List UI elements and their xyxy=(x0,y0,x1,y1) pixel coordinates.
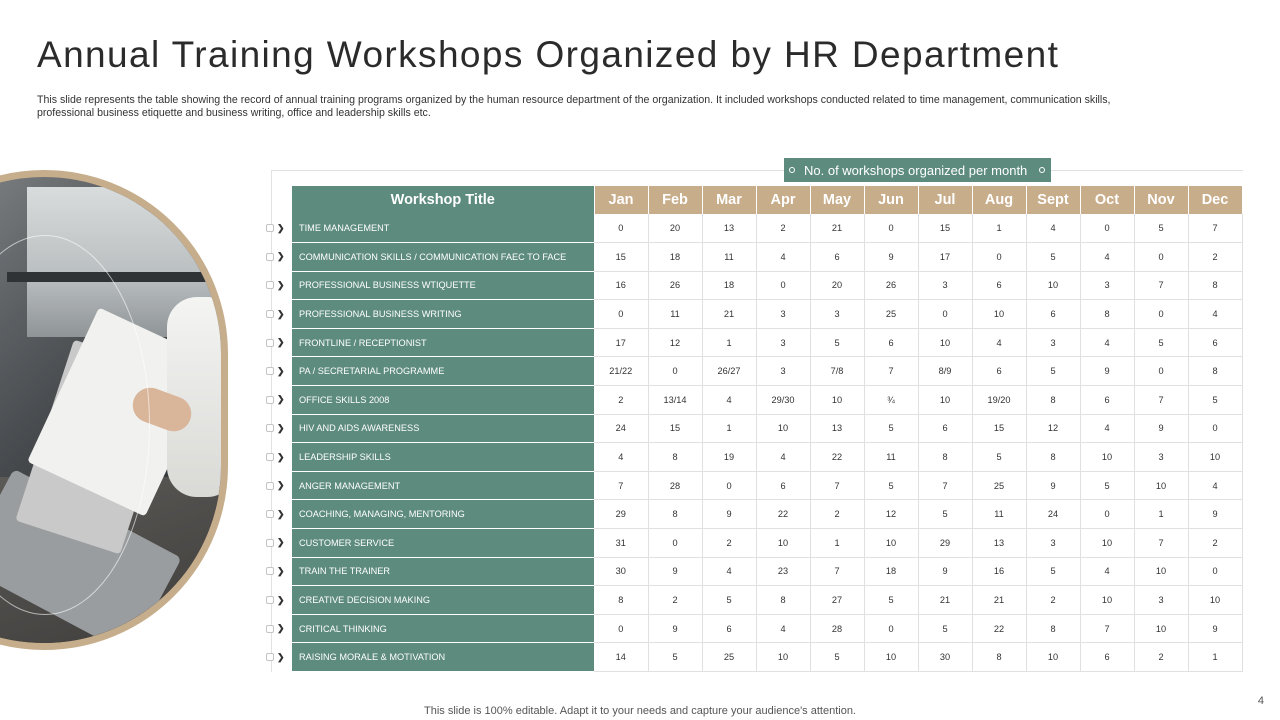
chevron-right-icon: ❯ xyxy=(277,365,285,376)
value-cell: 11 xyxy=(648,300,702,329)
value-cell: 3 xyxy=(810,300,864,329)
slide-subtitle: This slide represents the table showing the record of annual training programs organized by the human resource department of the organization. It included workshops conducted related to time management, communication skills, professional business etiquette and business writing, office and leadership skills etc. xyxy=(37,94,1111,119)
value-cell: 10 xyxy=(1026,643,1080,672)
value-cell: ¾ xyxy=(864,386,918,415)
month-header: Dec xyxy=(1188,186,1242,214)
value-cell: 8 xyxy=(918,443,972,472)
value-cell: 6 xyxy=(864,328,918,357)
value-cell: 1 xyxy=(1188,643,1242,672)
value-cell: 5 xyxy=(918,500,972,529)
value-cell: 4 xyxy=(1080,414,1134,443)
value-cell: 12 xyxy=(864,500,918,529)
value-cell: 6 xyxy=(702,614,756,643)
value-cell: 20 xyxy=(648,214,702,243)
value-cell: 21 xyxy=(972,586,1026,615)
value-cell: 1 xyxy=(702,328,756,357)
value-cell: 7 xyxy=(1134,271,1188,300)
value-cell: 30 xyxy=(918,643,972,672)
row-marker xyxy=(266,500,292,529)
chevron-right-icon: ❯ xyxy=(277,222,285,233)
value-cell: 27 xyxy=(810,586,864,615)
value-cell: 0 xyxy=(648,529,702,558)
table-row xyxy=(292,443,1242,472)
checkbox-square-icon xyxy=(266,625,274,633)
value-cell: 8 xyxy=(1188,357,1242,386)
value-cell: 25 xyxy=(702,643,756,672)
value-cell: 15 xyxy=(594,243,648,272)
value-cell: 10 xyxy=(756,414,810,443)
value-cell: 9 xyxy=(1188,500,1242,529)
month-header: Nov xyxy=(1134,186,1188,214)
row-marker xyxy=(266,386,292,415)
value-cell: 7 xyxy=(810,471,864,500)
workshop-name-cell: PROFESSIONAL BUSINESS WTIQUETTE xyxy=(292,271,594,300)
value-cell: 10 xyxy=(864,643,918,672)
value-cell: 0 xyxy=(1080,500,1134,529)
value-cell: 5 xyxy=(918,614,972,643)
value-cell: 29 xyxy=(918,529,972,558)
value-cell: 1 xyxy=(1134,500,1188,529)
value-cell: 5 xyxy=(810,328,864,357)
chevron-right-icon: ❯ xyxy=(277,508,285,519)
value-cell: 2 xyxy=(702,529,756,558)
value-cell: 5 xyxy=(864,586,918,615)
value-cell: 20 xyxy=(810,271,864,300)
value-cell: 7 xyxy=(1134,529,1188,558)
value-cell: 2 xyxy=(1026,586,1080,615)
checkbox-square-icon xyxy=(266,510,274,518)
checkbox-square-icon xyxy=(266,396,274,404)
checkbox-square-icon xyxy=(266,367,274,375)
row-markers xyxy=(266,214,292,672)
value-cell: 11 xyxy=(702,243,756,272)
value-cell: 3 xyxy=(756,357,810,386)
value-cell: 3 xyxy=(1026,328,1080,357)
table-row xyxy=(292,357,1242,386)
month-header: Oct xyxy=(1080,186,1134,214)
chevron-right-icon: ❯ xyxy=(277,394,285,405)
value-cell: 10 xyxy=(972,300,1026,329)
value-cell: 24 xyxy=(1026,500,1080,529)
value-cell: 22 xyxy=(756,500,810,529)
value-cell: 1 xyxy=(702,414,756,443)
month-header: Sept xyxy=(1026,186,1080,214)
value-cell: 7 xyxy=(1134,386,1188,415)
value-cell: 9 xyxy=(864,243,918,272)
month-header: Aug xyxy=(972,186,1026,214)
month-header: May xyxy=(810,186,864,214)
value-cell: 0 xyxy=(1080,214,1134,243)
value-cell: 5 xyxy=(864,471,918,500)
legend-label: No. of workshops organized per month xyxy=(804,162,1028,178)
value-cell: 6 xyxy=(756,471,810,500)
value-cell: 7 xyxy=(1188,214,1242,243)
workshop-name-cell: COMMUNICATION SKILLS / COMMUNICATION FAEC TO FACE xyxy=(292,243,594,272)
value-cell: 5 xyxy=(1026,243,1080,272)
value-cell: 29/30 xyxy=(756,386,810,415)
value-cell: 21 xyxy=(702,300,756,329)
workshop-name-cell: COACHING, MANAGING, MENTORING xyxy=(292,500,594,529)
value-cell: 4 xyxy=(1188,471,1242,500)
value-cell: 8/9 xyxy=(918,357,972,386)
value-cell: 8 xyxy=(1080,300,1134,329)
row-marker xyxy=(266,300,292,329)
value-cell: 18 xyxy=(702,271,756,300)
value-cell: 4 xyxy=(1188,300,1242,329)
checkbox-square-icon xyxy=(266,539,274,547)
row-marker xyxy=(266,357,292,386)
workshop-name-cell: TIME MANAGEMENT xyxy=(292,214,594,243)
row-marker xyxy=(266,643,292,672)
value-cell: 12 xyxy=(1026,414,1080,443)
value-cell: 28 xyxy=(810,614,864,643)
value-cell: 25 xyxy=(864,300,918,329)
value-cell: 0 xyxy=(594,214,648,243)
value-cell: 9 xyxy=(1134,414,1188,443)
footer-note: This slide is 100% editable. Adapt it to your needs and capture your audience's attention. xyxy=(424,705,856,717)
value-cell: 11 xyxy=(864,443,918,472)
value-cell: 8 xyxy=(1026,386,1080,415)
value-cell: 7 xyxy=(594,471,648,500)
value-cell: 10 xyxy=(1188,443,1242,472)
checkbox-square-icon xyxy=(266,653,274,661)
month-header: Jan xyxy=(594,186,648,214)
value-cell: 6 xyxy=(1080,386,1134,415)
value-cell: 0 xyxy=(1188,557,1242,586)
chevron-right-icon: ❯ xyxy=(277,337,285,348)
value-cell: 6 xyxy=(1080,643,1134,672)
value-cell: 9 xyxy=(1080,357,1134,386)
table-row xyxy=(292,271,1242,300)
value-cell: 2 xyxy=(648,586,702,615)
table-row xyxy=(292,529,1242,558)
value-cell: 0 xyxy=(864,614,918,643)
value-cell: 22 xyxy=(972,614,1026,643)
checkbox-square-icon xyxy=(266,596,274,604)
table-row xyxy=(292,586,1242,615)
value-cell: 7 xyxy=(1080,614,1134,643)
value-cell: 10 xyxy=(1188,586,1242,615)
value-cell: 10 xyxy=(810,386,864,415)
chevron-right-icon: ❯ xyxy=(277,251,285,262)
value-cell: 9 xyxy=(1188,614,1242,643)
value-cell: 0 xyxy=(918,300,972,329)
value-cell: 10 xyxy=(1134,557,1188,586)
value-cell: 5 xyxy=(1188,386,1242,415)
value-cell: 8 xyxy=(594,586,648,615)
checkbox-square-icon xyxy=(266,482,274,490)
checkbox-square-icon xyxy=(266,224,274,232)
table-row xyxy=(292,614,1242,643)
value-cell: 4 xyxy=(972,328,1026,357)
workshop-name-cell: FRONTLINE / RECEPTIONIST xyxy=(292,328,594,357)
checkbox-square-icon xyxy=(266,281,274,289)
value-cell: 3 xyxy=(756,328,810,357)
value-cell: 4 xyxy=(594,443,648,472)
value-cell: 6 xyxy=(1026,300,1080,329)
workshop-name-cell: ANGER MANAGEMENT xyxy=(292,471,594,500)
value-cell: 16 xyxy=(594,271,648,300)
value-cell: 21 xyxy=(918,586,972,615)
value-cell: 5 xyxy=(810,643,864,672)
value-cell: 3 xyxy=(1134,586,1188,615)
workshop-name-cell: OFFICE SKILLS 2008 xyxy=(292,386,594,415)
value-cell: 9 xyxy=(1026,471,1080,500)
value-cell: 10 xyxy=(756,529,810,558)
workshop-name-cell: HIV AND AIDS AWARENESS xyxy=(292,414,594,443)
row-marker xyxy=(266,443,292,472)
value-cell: 3 xyxy=(918,271,972,300)
value-cell: 2 xyxy=(1134,643,1188,672)
value-cell: 6 xyxy=(918,414,972,443)
value-cell: 15 xyxy=(648,414,702,443)
value-cell: 0 xyxy=(594,614,648,643)
value-cell: 12 xyxy=(648,328,702,357)
value-cell: 26 xyxy=(864,271,918,300)
value-cell: 16 xyxy=(972,557,1026,586)
checkbox-square-icon xyxy=(266,310,274,318)
table-row xyxy=(292,386,1242,415)
value-cell: 0 xyxy=(864,214,918,243)
value-cell: 10 xyxy=(1080,443,1134,472)
workshop-name-cell: PROFESSIONAL BUSINESS WRITING xyxy=(292,300,594,329)
value-cell: 6 xyxy=(1188,328,1242,357)
value-cell: 10 xyxy=(1134,471,1188,500)
value-cell: 0 xyxy=(756,271,810,300)
value-cell: 17 xyxy=(594,328,648,357)
value-cell: 10 xyxy=(756,643,810,672)
value-cell: 4 xyxy=(1080,557,1134,586)
workshop-name-cell: CREATIVE DECISION MAKING xyxy=(292,586,594,615)
workshop-name-cell: RAISING MORALE & MOTIVATION xyxy=(292,643,594,672)
value-cell: 11 xyxy=(972,500,1026,529)
table-row xyxy=(292,328,1242,357)
value-cell: 7 xyxy=(918,471,972,500)
chevron-right-icon: ❯ xyxy=(277,422,285,433)
value-cell: 4 xyxy=(756,243,810,272)
value-cell: 6 xyxy=(972,357,1026,386)
value-cell: 15 xyxy=(918,214,972,243)
value-cell: 9 xyxy=(918,557,972,586)
value-cell: 7 xyxy=(864,357,918,386)
checkbox-square-icon xyxy=(266,567,274,575)
value-cell: 5 xyxy=(972,443,1026,472)
value-cell: 17 xyxy=(918,243,972,272)
chevron-right-icon: ❯ xyxy=(277,451,285,462)
value-cell: 2 xyxy=(1188,529,1242,558)
value-cell: 0 xyxy=(1188,414,1242,443)
value-cell: 2 xyxy=(594,386,648,415)
value-cell: 13 xyxy=(702,214,756,243)
value-cell: 19/20 xyxy=(972,386,1026,415)
value-cell: 4 xyxy=(756,614,810,643)
value-cell: 6 xyxy=(810,243,864,272)
value-cell: 8 xyxy=(1026,443,1080,472)
chevron-right-icon: ❯ xyxy=(277,651,285,662)
value-cell: 13/14 xyxy=(648,386,702,415)
table-row xyxy=(292,500,1242,529)
row-marker xyxy=(266,271,292,300)
row-marker xyxy=(266,614,292,643)
value-cell: 4 xyxy=(1080,328,1134,357)
value-cell: 9 xyxy=(648,614,702,643)
table-row xyxy=(292,414,1242,443)
value-cell: 26 xyxy=(648,271,702,300)
row-marker xyxy=(266,586,292,615)
value-cell: 3 xyxy=(1026,529,1080,558)
chevron-right-icon: ❯ xyxy=(277,480,285,491)
table-row xyxy=(292,300,1242,329)
value-cell: 0 xyxy=(1134,300,1188,329)
value-cell: 0 xyxy=(1134,243,1188,272)
value-cell: 5 xyxy=(1134,328,1188,357)
value-cell: 8 xyxy=(1188,271,1242,300)
value-cell: 2 xyxy=(1188,243,1242,272)
value-cell: 21/22 xyxy=(594,357,648,386)
value-cell: 21 xyxy=(810,214,864,243)
workshops-table xyxy=(292,186,1243,672)
value-cell: 3 xyxy=(756,300,810,329)
value-cell: 0 xyxy=(702,471,756,500)
value-cell: 23 xyxy=(756,557,810,586)
value-cell: 8 xyxy=(648,443,702,472)
table-row xyxy=(292,471,1242,500)
checkbox-square-icon xyxy=(266,453,274,461)
value-cell: 9 xyxy=(648,557,702,586)
value-cell: 10 xyxy=(918,328,972,357)
table-row xyxy=(292,557,1242,586)
page-number: 4 xyxy=(1257,695,1264,707)
value-cell: 2 xyxy=(756,214,810,243)
table-row xyxy=(292,214,1242,243)
row-marker xyxy=(266,557,292,586)
value-cell: 2 xyxy=(810,500,864,529)
value-cell: 5 xyxy=(648,643,702,672)
value-cell: 10 xyxy=(1080,586,1134,615)
table-header-row xyxy=(292,186,1242,214)
month-header: Apr xyxy=(756,186,810,214)
table-row xyxy=(292,243,1242,272)
row-marker xyxy=(266,328,292,357)
value-cell: 7 xyxy=(810,557,864,586)
value-cell: 5 xyxy=(1026,557,1080,586)
value-cell: 0 xyxy=(594,300,648,329)
value-cell: 0 xyxy=(648,357,702,386)
value-cell: 4 xyxy=(702,386,756,415)
value-cell: 14 xyxy=(594,643,648,672)
checkbox-square-icon xyxy=(266,253,274,261)
value-cell: 6 xyxy=(972,271,1026,300)
value-cell: 10 xyxy=(864,529,918,558)
value-cell: 18 xyxy=(648,243,702,272)
value-cell: 18 xyxy=(864,557,918,586)
value-cell: 10 xyxy=(918,386,972,415)
value-cell: 25 xyxy=(972,471,1026,500)
value-cell: 5 xyxy=(1134,214,1188,243)
value-cell: 13 xyxy=(972,529,1026,558)
workshop-name-cell: CRITICAL THINKING xyxy=(292,614,594,643)
value-cell: 7/8 xyxy=(810,357,864,386)
value-cell: 10 xyxy=(1026,271,1080,300)
workshop-name-cell: LEADERSHIP SKILLS xyxy=(292,443,594,472)
chevron-right-icon: ❯ xyxy=(277,537,285,548)
row-marker xyxy=(266,529,292,558)
value-cell: 3 xyxy=(1134,443,1188,472)
value-cell: 19 xyxy=(702,443,756,472)
row-marker xyxy=(266,471,292,500)
chevron-right-icon: ❯ xyxy=(277,308,285,319)
value-cell: 4 xyxy=(702,557,756,586)
value-cell: 9 xyxy=(702,500,756,529)
value-cell: 4 xyxy=(756,443,810,472)
workshop-title-header: Workshop Title xyxy=(292,186,594,214)
value-cell: 29 xyxy=(594,500,648,529)
value-cell: 4 xyxy=(1026,214,1080,243)
chevron-right-icon: ❯ xyxy=(277,623,285,634)
chevron-right-icon: ❯ xyxy=(277,279,285,290)
value-cell: 5 xyxy=(1026,357,1080,386)
value-cell: 5 xyxy=(702,586,756,615)
month-header: Mar xyxy=(702,186,756,214)
value-cell: 10 xyxy=(1080,529,1134,558)
value-cell: 4 xyxy=(1080,243,1134,272)
workshop-name-cell: TRAIN THE TRAINER xyxy=(292,557,594,586)
value-cell: 5 xyxy=(864,414,918,443)
month-header: Feb xyxy=(648,186,702,214)
value-cell: 1 xyxy=(810,529,864,558)
value-cell: 28 xyxy=(648,471,702,500)
value-cell: 15 xyxy=(972,414,1026,443)
table-row xyxy=(292,643,1242,672)
value-cell: 31 xyxy=(594,529,648,558)
month-header: Jun xyxy=(864,186,918,214)
value-cell: 8 xyxy=(648,500,702,529)
chevron-right-icon: ❯ xyxy=(277,594,285,605)
workshop-name-cell: CUSTOMER SERVICE xyxy=(292,529,594,558)
value-cell: 26/27 xyxy=(702,357,756,386)
value-cell: 8 xyxy=(756,586,810,615)
checkbox-square-icon xyxy=(266,339,274,347)
checkbox-square-icon xyxy=(266,424,274,432)
value-cell: 0 xyxy=(972,243,1026,272)
value-cell: 24 xyxy=(594,414,648,443)
chevron-right-icon: ❯ xyxy=(277,565,285,576)
circle-icon xyxy=(789,167,795,173)
value-cell: 0 xyxy=(1134,357,1188,386)
value-cell: 22 xyxy=(810,443,864,472)
legend-badge xyxy=(784,158,1051,182)
slide-title: Annual Training Workshops Organized by HR Department xyxy=(37,34,1060,75)
month-header: Jul xyxy=(918,186,972,214)
value-cell: 30 xyxy=(594,557,648,586)
value-cell: 1 xyxy=(972,214,1026,243)
workshop-name-cell: PA / SECRETARIAL PROGRAMME xyxy=(292,357,594,386)
row-marker xyxy=(266,243,292,272)
value-cell: 10 xyxy=(1134,614,1188,643)
value-cell: 8 xyxy=(972,643,1026,672)
row-marker xyxy=(266,414,292,443)
value-cell: 5 xyxy=(1080,471,1134,500)
row-marker xyxy=(266,214,292,243)
value-cell: 8 xyxy=(1026,614,1080,643)
value-cell: 3 xyxy=(1080,271,1134,300)
value-cell: 13 xyxy=(810,414,864,443)
circle-icon xyxy=(1039,167,1045,173)
